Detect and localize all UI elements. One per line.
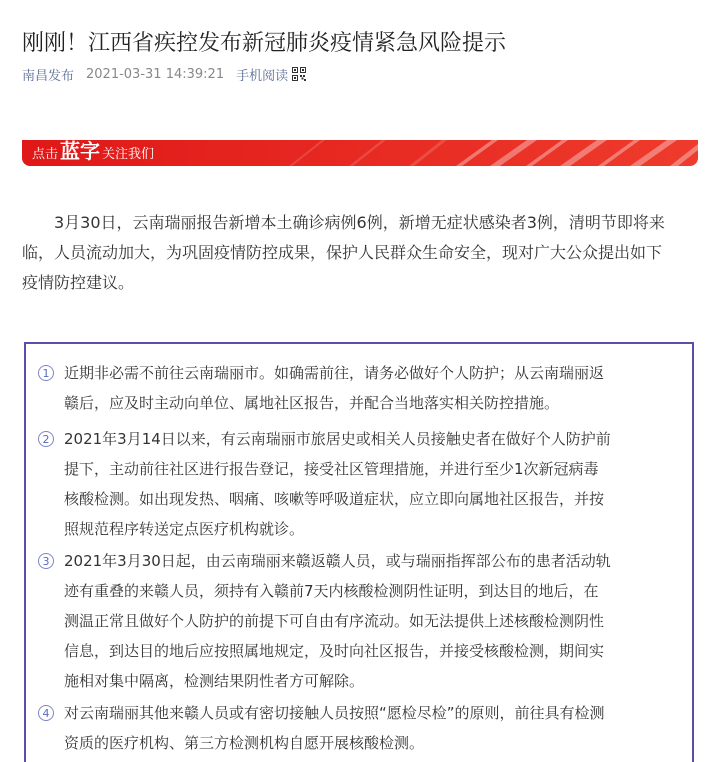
notice-item [38,698,688,758]
banner-emphasis: 蓝字 [60,140,101,163]
notice-number-badge: 4 [38,705,54,721]
notice-box [24,342,694,762]
notice-number-badge: 3 [38,553,54,569]
intro-paragraph [22,208,698,298]
notice-item [38,546,688,696]
notice-line: 照规范程序转送定点医疗机构就诊。 [64,520,305,538]
notice-line: 2021年3月14日以来，有云南瑞丽市旅居史或相关人员接触史者在做好个人防护前 [64,430,611,448]
notice-number-badge: 2 [38,431,54,447]
account-name-link[interactable]: 南昌发布 [22,68,75,84]
qr-code-icon[interactable] [292,67,306,81]
notice-line: 信息，到达目的地后应按照属地规定，及时向社区报告，并接受核酸检测，期间实 [64,642,605,660]
banner-prefix: 点击 [32,147,59,162]
intro-line: 临，人员流动加大，为巩固疫情防控成果，保护人民群众生命安全，现对广大公众提出如下 [22,243,663,262]
notice-item [38,424,688,544]
notice-item [38,358,688,418]
notice-line: 核酸检测。如出现发热、咽痛、咳嗽等呼吸道症状，应立即向属地社区报告，并按 [64,490,605,508]
intro-line: 疫情防控建议。 [22,273,135,292]
notice-line: 测温正常且做好个人防护的前提下可自由有序流动。如无法提供上述核酸检测阴性 [64,612,605,630]
notice-line: 迹有重叠的来赣人员，须持有入赣前7天内核酸检测阴性证明，到达目的地后，在 [64,582,599,600]
article-meta [22,64,306,84]
notice-number-badge: 1 [38,365,54,381]
follow-us-banner[interactable] [22,140,698,166]
notice-line: 赣后，应及时主动向单位、属地社区报告，并配合当地落实相关防控措施。 [64,394,560,412]
notice-line: 施相对集中隔离，检测结果阴性者方可解除。 [64,672,365,690]
banner-text [32,140,154,166]
publish-date: 2021-03-31 14:39:21 [86,66,225,82]
read-on-phone-link[interactable]: 手机阅读 [236,68,289,84]
notice-line: 近期非必需不前往云南瑞丽市。如确需前往，请务必做好个人防护；从云南瑞丽返 [64,364,605,382]
banner-suffix: 关注我们 [102,147,155,162]
article-title: 刚刚！江西省疾控发布新冠肺炎疫情紧急风险提示 [22,30,507,56]
notice-line: 提下，主动前往社区进行报告登记，接受社区管理措施，并进行至少1次新冠病毒 [64,460,599,478]
notice-line: 资质的医疗机构、第三方检测机构自愿开展核酸检测。 [64,734,425,752]
intro-line: 3月30日，云南瑞丽报告新增本土确诊病例6例，新增无症状感染者3例，清明节即将来 [54,213,665,232]
notice-line: 对云南瑞丽其他来赣人员或有密切接触人员按照“愿检尽检”的原则，前往具有检测 [64,704,605,722]
notice-line: 2021年3月30日起，由云南瑞丽来赣返赣人员，或与瑞丽指挥部公布的患者活动轨 [64,552,611,570]
